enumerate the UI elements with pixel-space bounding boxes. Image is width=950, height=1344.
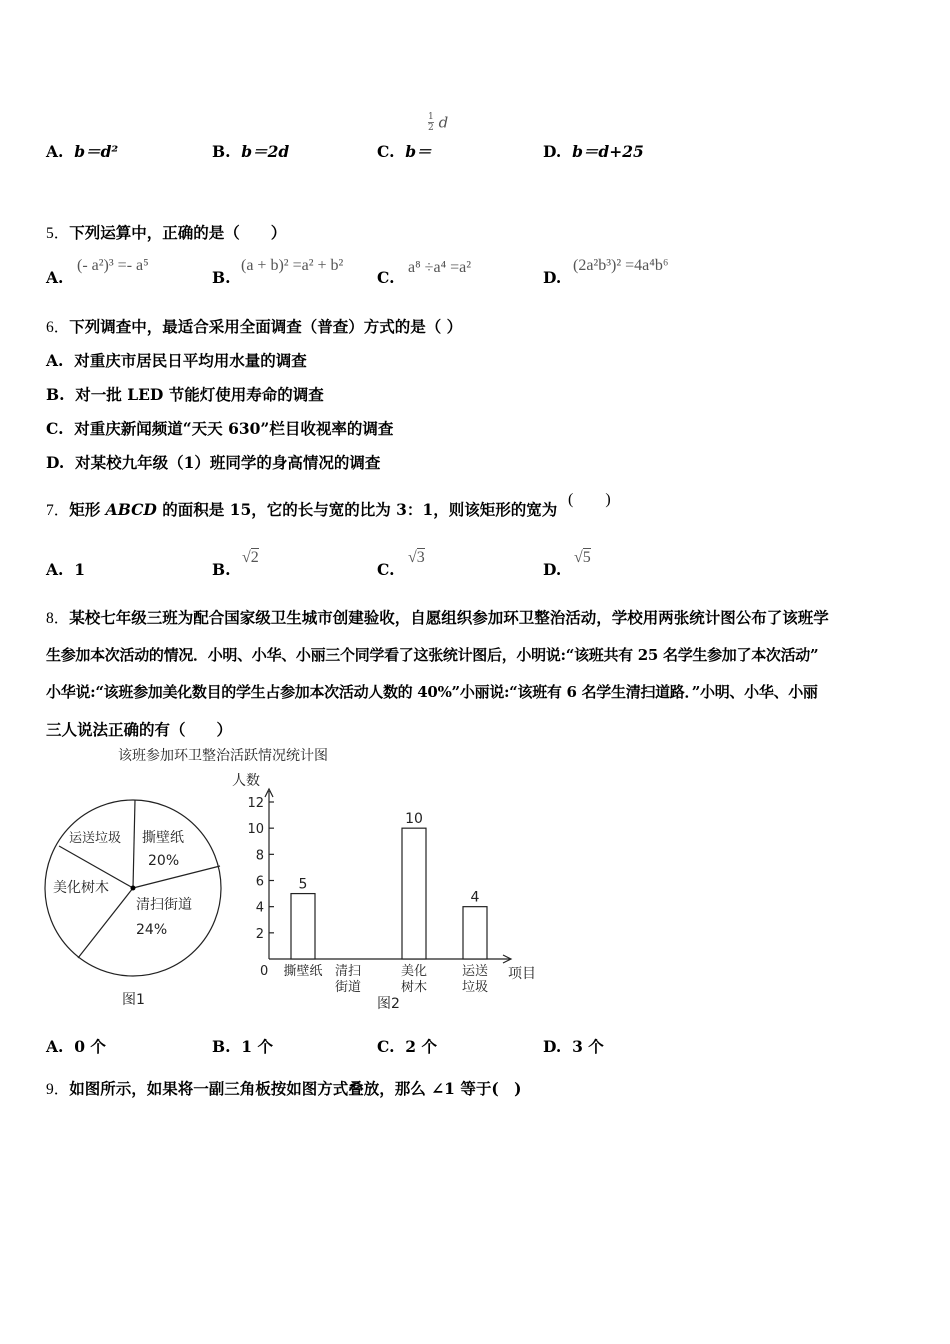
bar-chart [232, 772, 536, 1012]
chart-title: 该班参加环卫整治活跃情况统计图 [118, 748, 328, 764]
q4-option-c: C. b＝ [377, 142, 432, 161]
q7-option-a: A. 1 [46, 560, 86, 579]
bar-y-ticks [247, 796, 274, 942]
q4-option-c-fraction: $\frac{1}{2}$ d [428, 112, 449, 133]
bar-bars [291, 811, 487, 959]
bar-xlabel: 项目 [508, 966, 536, 982]
q8-option-b: B. 1 个 [212, 1037, 273, 1056]
q7-option-c-sqrt: √3 [408, 549, 425, 566]
q8-option-d: D. 3 个 [543, 1037, 604, 1056]
bar-origin: 0 [260, 964, 269, 979]
x-category-label-line2: 树木 [400, 980, 428, 995]
q8-stem-line1: 8．某校七年级三班为配合国家级卫生城市创建验收，自愿组织参加环卫整治活动，学校用两张统计图公布了该班学 [46, 608, 829, 627]
q5-option-d-letter: D. [543, 268, 562, 287]
q8-stem-line3: 小华说:“该班参加美化数目的学生占参加本次活动人数的 40%”小丽说:“该班有 6 名学生清扫道路．”小明、小华、小丽 [46, 683, 818, 701]
pie-value-qingsao: 24% [136, 922, 168, 938]
bar-caption: 图2 [377, 996, 400, 1012]
q4-option-d: D. b＝d+25 [543, 142, 644, 161]
x-category-label: 清扫 [334, 964, 362, 979]
pie-divider-top [133, 800, 135, 888]
bar-value-label: 10 [405, 811, 423, 828]
q7-option-b-letter: B. [212, 560, 231, 579]
bar-value-label: 4 [470, 889, 480, 906]
q7-stem: 7．矩形 ABCD 的面积是 15，它的长与宽的比为 3：1，则该矩形的宽为 [46, 500, 558, 519]
q5-option-c-letter: C. [377, 268, 395, 287]
q8-option-c: C. 2 个 [377, 1037, 437, 1056]
pie-label-meihua: 美化树木 [53, 880, 109, 896]
bar [291, 894, 315, 959]
q8-stem-line4: 三人说法正确的有（ ） [46, 720, 233, 739]
q6-option-b: B. 对一批 LED 节能灯使用寿命的调查 [46, 385, 324, 404]
y-tick-label: 2 [255, 926, 264, 942]
q8-option-a: A. 0 个 [46, 1037, 106, 1056]
q7-option-d-sqrt: √5 [574, 549, 591, 566]
q9-stem: 9．如图所示，如果将一副三角板按如图方式叠放，那么 ∠1 等于( ) [46, 1079, 522, 1098]
q4-option-a: A. b＝d² [46, 142, 119, 161]
pie-label-sibizhi: 撕壁纸 [142, 830, 184, 846]
bar [463, 907, 487, 959]
pie-divider-right [133, 866, 220, 888]
x-category-label: 撕壁纸 [283, 964, 323, 979]
q6-option-d: D. 对某校九年级（1）班同学的身高情况的调查 [46, 453, 381, 472]
pie-divider-bottom [78, 888, 133, 958]
q5-stem: 5．下列运算中，正确的是（ ） [46, 223, 287, 242]
y-tick-label: 8 [255, 848, 264, 864]
bar [402, 828, 426, 959]
q8-stem-line2: 生参加本次活动的情况．小明、小华、小丽三个同学看了这张统计图后，小明说:“该班共有 25 名学生参加了本次活动” [46, 646, 819, 664]
q7-option-c-letter: C. [377, 560, 395, 579]
q6-option-a: A. 对重庆市居民日平均用水量的调查 [46, 351, 307, 370]
pie-label-yunsong: 运送垃圾 [69, 831, 122, 846]
pie-center [131, 886, 136, 891]
q5-option-d-math: (2a²b³)² =4a⁴b⁶ [573, 257, 669, 274]
q7-option-d-letter: D. [543, 560, 562, 579]
y-tick-label: 6 [255, 874, 264, 890]
q5-option-b-math: (a + b)² =a² + b² [241, 257, 344, 274]
q4-option-b: B. b＝2d [212, 142, 290, 161]
x-category-label-line2: 垃圾 [461, 980, 489, 995]
pie-label-qingsao: 清扫街道 [136, 897, 192, 913]
q5-option-c-math: a⁸ ÷a⁴ =a² [408, 259, 472, 276]
q8-figure [40, 742, 550, 1017]
bar-value-label: 5 [298, 876, 308, 893]
y-tick-label: 10 [247, 822, 264, 838]
y-tick-label: 4 [255, 900, 264, 916]
bar-ylabel: 人数 [232, 773, 260, 789]
q5-option-a-letter: A. [46, 268, 64, 287]
q6-option-c: C. 对重庆新闻频道“天天 630”栏目收视率的调查 [46, 419, 394, 438]
q5-option-b-letter: B. [212, 268, 231, 287]
x-category-label-line2: 街道 [334, 980, 362, 995]
y-tick-label: 12 [247, 796, 264, 811]
pie-caption: 图1 [122, 992, 145, 1008]
pie-value-sibizhi: 20% [148, 853, 180, 869]
x-category-label: 运送 [461, 964, 489, 979]
pie-chart [45, 800, 221, 1008]
bar-x-categories [283, 963, 488, 995]
x-category-label: 美化 [400, 964, 428, 979]
q6-stem: 6．下列调查中，最适合采用全面调查（普查）方式的是（ ） [46, 317, 463, 336]
q7-option-b-sqrt: √2 [242, 549, 259, 566]
q7-paren: ( ) [568, 491, 611, 508]
q5-option-a-math: (- a²)³ =- a⁵ [77, 257, 149, 274]
